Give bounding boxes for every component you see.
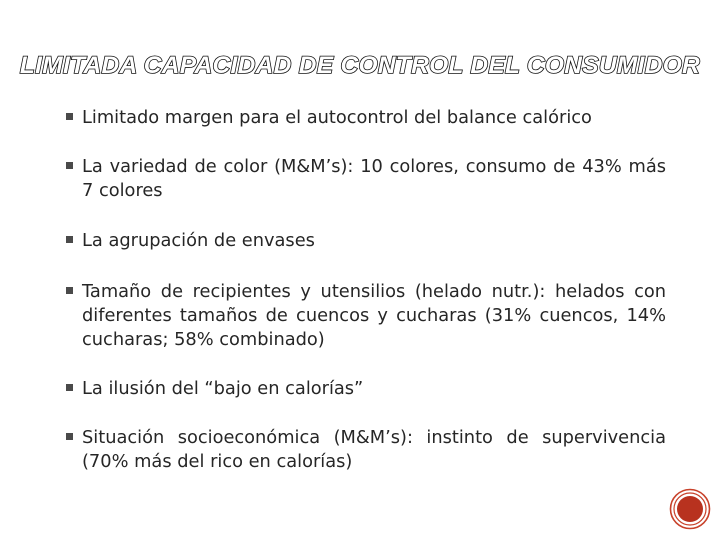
- bullet-item: [66, 280, 666, 352]
- bullet-text: La ilusión del “bajo en calorías”: [82, 378, 364, 399]
- bullet-item: [66, 155, 666, 203]
- bullet-item: [66, 426, 666, 474]
- circle-badge-icon: [669, 488, 711, 530]
- bullet-list: [66, 106, 666, 474]
- bullet-text: La agrupación de envases: [82, 230, 315, 251]
- bullet-text: Situación socioeconómica (M&M’s): instinto de supervivencia (70% más del rico en calorías): [82, 427, 666, 472]
- square-bullet-icon: [66, 433, 73, 440]
- square-bullet-icon: [66, 384, 73, 391]
- bullet-text: La variedad de color (M&M’s): 10 colores, consumo de 43% más 7 colores: [82, 156, 666, 201]
- bullet-item: [66, 229, 666, 253]
- bullet-item: [66, 377, 666, 401]
- bullet-text: Tamaño de recipientes y utensilios (helado nutr.): helados con diferentes tamaños de cuencos y cucharas (31% cuencos, 14% cucharas; 58% combinado): [82, 281, 666, 350]
- square-bullet-icon: [66, 162, 73, 169]
- square-bullet-icon: [66, 287, 73, 294]
- bullet-item: [66, 106, 666, 130]
- slide-title: LIMITADA CAPACIDAD DE CONTROL DEL CONSUMIDOR: [19, 52, 701, 80]
- bullet-text: Limitado margen para el autocontrol del balance calórico: [82, 107, 592, 128]
- square-bullet-icon: [66, 236, 73, 243]
- square-bullet-icon: [66, 113, 73, 120]
